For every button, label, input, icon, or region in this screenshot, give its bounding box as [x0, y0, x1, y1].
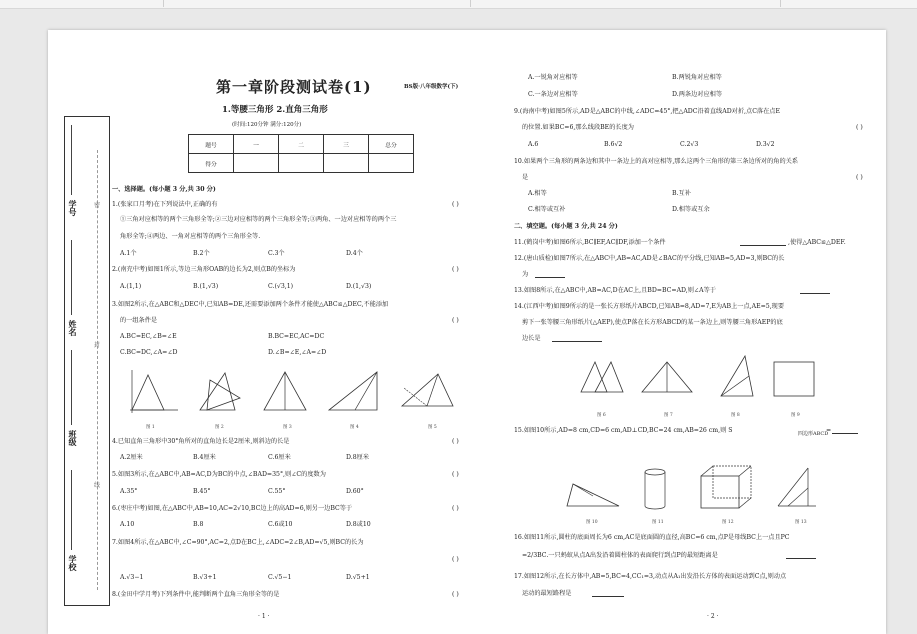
q10-line-2: 是: [522, 174, 529, 181]
figure-8: [715, 352, 760, 404]
q8-option-b: B.两锐角对应相等: [672, 74, 722, 81]
q7-text: 7.如图4所示,在△ABC中,∠C=90°,AC=2,点D在BC上,∠ADC=2∠B,AD=√5,则BC的长为: [112, 539, 364, 546]
figure-12: [697, 462, 757, 514]
score-cell[interactable]: [324, 154, 369, 173]
q10-option-c: C.相等或互补: [528, 206, 566, 213]
seal-cut-line: [97, 150, 99, 590]
toolbar-divider: [470, 0, 471, 7]
q10-option-a: A.相等: [528, 190, 547, 197]
q6-option-a: A.10: [120, 521, 135, 528]
figure-10: [563, 470, 623, 514]
score-header-cell: 一: [234, 135, 279, 154]
figure-13-caption: 图 13: [795, 520, 807, 525]
binding-class-label: 班级: [68, 430, 77, 446]
q8-answer-paren: ( ): [452, 591, 459, 598]
q7-answer-paren: ( ): [452, 556, 459, 563]
q5-option-a: A.35°: [120, 488, 138, 495]
q3-option-a: A.BC=EC,∠B=∠E: [120, 333, 177, 340]
figure-7-caption: 图 7: [664, 413, 673, 418]
section-1-heading: 一、选择题。(每小题 3 分,共 30 分): [112, 186, 216, 193]
q1-line-3: 角形全等;④两边、一角对应相等的两个三角形全等.: [120, 233, 261, 240]
q4-option-d: D.8厘米: [346, 454, 370, 461]
figure-2-caption: 图 2: [215, 425, 224, 430]
q4-option-c: C.6厘米: [268, 454, 291, 461]
q9-answer-paren: ( ): [856, 124, 863, 131]
viewer-top-bar: [0, 0, 917, 9]
seal-word-1: 密: [94, 202, 101, 209]
toolbar-divider: [163, 0, 164, 7]
figure-9: [770, 358, 820, 402]
q10-option-d: D.相等或互余: [672, 206, 710, 213]
q11-answer-blank[interactable]: [740, 245, 786, 246]
q7-option-b: B.√3+1: [193, 574, 217, 581]
figure-4-caption: 图 4: [350, 425, 359, 430]
q2-option-c: C.(√3,1): [268, 283, 294, 290]
q14-text: 14.(江西中考)如图9所示的是一张长方形纸片ABCD,已知AB=8,AD=7,E为AB上一点,AE=5,现要: [514, 303, 785, 310]
q10-text: 10.如果两个三角形的两条边和其中一条边上的高对应相等,那么这两个三角形的第三条边所对的角的关系: [514, 158, 799, 165]
figure-1: [122, 365, 182, 420]
figure-10-caption: 图 10: [586, 520, 598, 525]
q17-text: 17.如图12所示,在长方体中,AB=5,BC=4,CC₁=3,动点从A₁出发沿长方体的表面运动到C点,则动点: [514, 573, 787, 580]
q8-option-c: C.一条边对应相等: [528, 91, 578, 98]
binding-name-line: [71, 240, 72, 315]
q9-option-d: D.3√2: [756, 141, 775, 148]
q1-answer-paren: ( ): [452, 201, 459, 208]
q9-option-b: B.6√2: [604, 141, 623, 148]
q13-text: 13.如图8所示,在△ABC中,AB=AC,D在AC上,且BD=BC=AD,则∠A等于: [514, 287, 716, 294]
q14-line-3: 边长是: [522, 335, 541, 342]
q1-text: 1.(张家口月考)在下列说法中,正确的有: [112, 201, 218, 208]
q2-option-a: A.(1,1): [120, 283, 142, 290]
q8-option-d: D.两条边对应相等: [672, 91, 723, 98]
q15-equals: =: [826, 427, 832, 434]
q17-line-2: 运动的最短路程是: [522, 590, 572, 597]
q9-line-2: 的位置.如果BC=6,那么线段BE的长度为: [522, 124, 634, 131]
time-and-score-line: (时间:120分钟 满分:120分): [232, 122, 302, 128]
score-header-cell: 题号: [189, 135, 234, 154]
figure-3: [258, 368, 313, 418]
seal-word-2: 封: [94, 342, 101, 349]
score-header-cell: 三: [324, 135, 369, 154]
q2-answer-paren: ( ): [452, 266, 459, 273]
q5-option-d: D.60°: [346, 488, 364, 495]
figure-7: [638, 356, 698, 402]
q2-option-b: B.(1,√3): [193, 283, 219, 290]
page-number-2: · 2 ·: [707, 613, 719, 620]
binding-student-id-label: 学号: [68, 200, 77, 216]
figure-3-caption: 图 3: [283, 425, 292, 430]
q3-answer-paren: ( ): [452, 317, 459, 324]
seal-word-3: 线: [94, 482, 101, 489]
figure-11: [640, 466, 670, 514]
q1-line-2: ①三角对应相等的两个三角形全等;②三边对应相等的两个三角形全等;③两角、一边对应相等的两个三: [120, 216, 397, 223]
q16-line-2: =2/3BC.一只蚂蚁从点A出发沿着圆柱体的表面爬行到点P的最短距离是: [522, 552, 718, 559]
q8-text: 8.(金田中学月考)下列条件中,能判断两个直角三角形全等的是: [112, 591, 280, 598]
q9-text: 9.(海南中考)如图5所示,AD是△ABC的中线,∠ADC=45°,把△ADC沿着直线AD对折,点C落在点E: [514, 108, 781, 115]
q2-text: 2.(南充中考)如图1所示,等边三角形OAB的边长为2,则点B的坐标为: [112, 266, 296, 273]
q3-option-d: D.∠B=∠E,∠A=∠D: [268, 349, 327, 356]
q1-option-b: B.2个: [193, 250, 210, 257]
q6-answer-paren: ( ): [452, 505, 459, 512]
q1-option-d: D.4个: [346, 250, 363, 257]
q11-text-end: ,使得△ABC≌△DEF.: [788, 239, 846, 246]
binding-class-line: [71, 350, 72, 425]
figure-4: [325, 368, 385, 418]
q1-option-a: A.1个: [120, 250, 137, 257]
q10-option-b: B.互补: [672, 190, 691, 197]
q5-answer-paren: ( ): [452, 471, 459, 478]
figure-6-caption: 图 6: [597, 413, 606, 418]
q16-text: 16.如图11所示,圆柱的底面周长为6 cm,AC是底面圆的直径,高BC=6 cm,点P是母线BC上一点且PC: [514, 534, 790, 541]
binding-student-id-line: [71, 125, 72, 195]
q5-option-c: C.55°: [268, 488, 286, 495]
q15-text: 15.如图10所示,AD=8 cm,CD=6 cm,AD⊥CD,BC=24 cm,AB=26 cm,则 S: [514, 427, 733, 434]
exam-subtitle: 1.等腰三角形 2.直角三角形: [222, 105, 328, 115]
q7-option-d: D.√5+1: [346, 574, 370, 581]
q10-answer-paren: ( ): [856, 174, 863, 181]
q9-option-c: C.2√3: [680, 141, 699, 148]
figure-5: [398, 368, 458, 418]
edition-label: BS版·八年级数学(下): [404, 84, 459, 90]
q7-option-a: A.√3−1: [120, 574, 144, 581]
q11-text: 11.(鹤岗中考)如图6所示,BC∥EF,AC∥DF,添加一个条件: [514, 239, 666, 246]
score-row-label: 得分: [189, 154, 234, 173]
q6-option-d: D.8或10: [346, 521, 371, 528]
q4-option-b: B.4厘米: [193, 454, 216, 461]
q15-subscript: 四边形ABCD: [798, 431, 829, 437]
q13-answer-blank[interactable]: [800, 293, 830, 294]
score-header-cell: 总分: [369, 135, 414, 154]
q12-text: 12.(唐山质检)如图7所示,在△ABC中,AB=AC,AD是∠BAC的平分线,已知AB=5,AD=3,则BC的长: [514, 255, 785, 262]
q3-text: 3.如图2所示,在△ABC和△DEC中,已知AB=DE,还需要添加两个条件才能使△ABC≌△DEC,不能添加: [112, 301, 389, 308]
figure-5-caption: 图 5: [428, 425, 437, 430]
section-2-heading: 二、填空题。(每小题 3 分,共 24 分): [514, 223, 618, 230]
score-table: [188, 134, 414, 173]
q5-text: 5.如图3所示,在△ABC中,AB=AC,D为BC的中点,∠BAD=35°,则∠C的度数为: [112, 471, 326, 478]
figure-12-caption: 图 12: [722, 520, 734, 525]
q1-option-c: C.3个: [268, 250, 285, 257]
toolbar-divider: [780, 0, 781, 7]
q12-line-2: 为: [522, 271, 529, 278]
q15-answer-blank[interactable]: [832, 433, 858, 434]
binding-school-line: [71, 470, 72, 550]
binding-school-label: 学校: [68, 555, 77, 571]
score-header-cell: 二: [279, 135, 324, 154]
q3-option-c: C.BC=DC,∠A=∠D: [120, 349, 178, 356]
q3-option-b: B.BC=EC,AC=DC: [268, 333, 325, 340]
q12-answer-blank[interactable]: [535, 277, 565, 278]
binding-name-label: 姓名: [68, 320, 77, 336]
figure-2: [195, 368, 245, 418]
q17-answer-blank[interactable]: [592, 596, 624, 597]
q6-option-c: C.6或10: [268, 521, 293, 528]
q2-option-d: D.(1,√3): [346, 283, 372, 290]
q3-line-2: 的一组条件是: [120, 317, 158, 324]
figure-11-caption: 图 11: [652, 520, 664, 525]
q16-answer-blank[interactable]: [786, 558, 816, 559]
score-cell[interactable]: [234, 154, 279, 173]
q4-text: 4.已知直角三角形中30°角所对的直角边长是2厘米,则斜边的长是: [112, 438, 290, 445]
figure-9-caption: 图 9: [791, 413, 800, 418]
q6-text: 6.(枣庄中考)如图,在△ABC中,AB=10,AC=2√10,BC边上的高AD=6,则另一边BC等于: [112, 505, 353, 512]
score-cell[interactable]: [369, 154, 414, 173]
figure-1-caption: 图 1: [146, 425, 155, 430]
figure-8-caption: 图 8: [731, 413, 740, 418]
q7-option-c: C.√5−1: [268, 574, 292, 581]
q4-answer-paren: ( ): [452, 438, 459, 445]
q9-option-a: A.6: [528, 141, 539, 148]
figure-13: [772, 462, 822, 514]
page-number-1: · 1 ·: [258, 613, 270, 620]
q14-line-2: 剪下一张等腰三角形纸片(△AEP),使点P落在长方形ABCD的某一条边上,则等腰三角形AEP的底: [522, 319, 783, 326]
q4-option-a: A.2厘米: [120, 454, 143, 461]
q5-option-b: B.45°: [193, 488, 211, 495]
figure-6: [577, 354, 629, 404]
q8-option-a: A.一锐角对应相等: [528, 74, 578, 81]
score-cell[interactable]: [279, 154, 324, 173]
q14-answer-blank[interactable]: [552, 341, 602, 342]
exam-title: 第一章阶段测试卷(1): [216, 78, 372, 96]
q6-option-b: B.8: [193, 521, 204, 528]
